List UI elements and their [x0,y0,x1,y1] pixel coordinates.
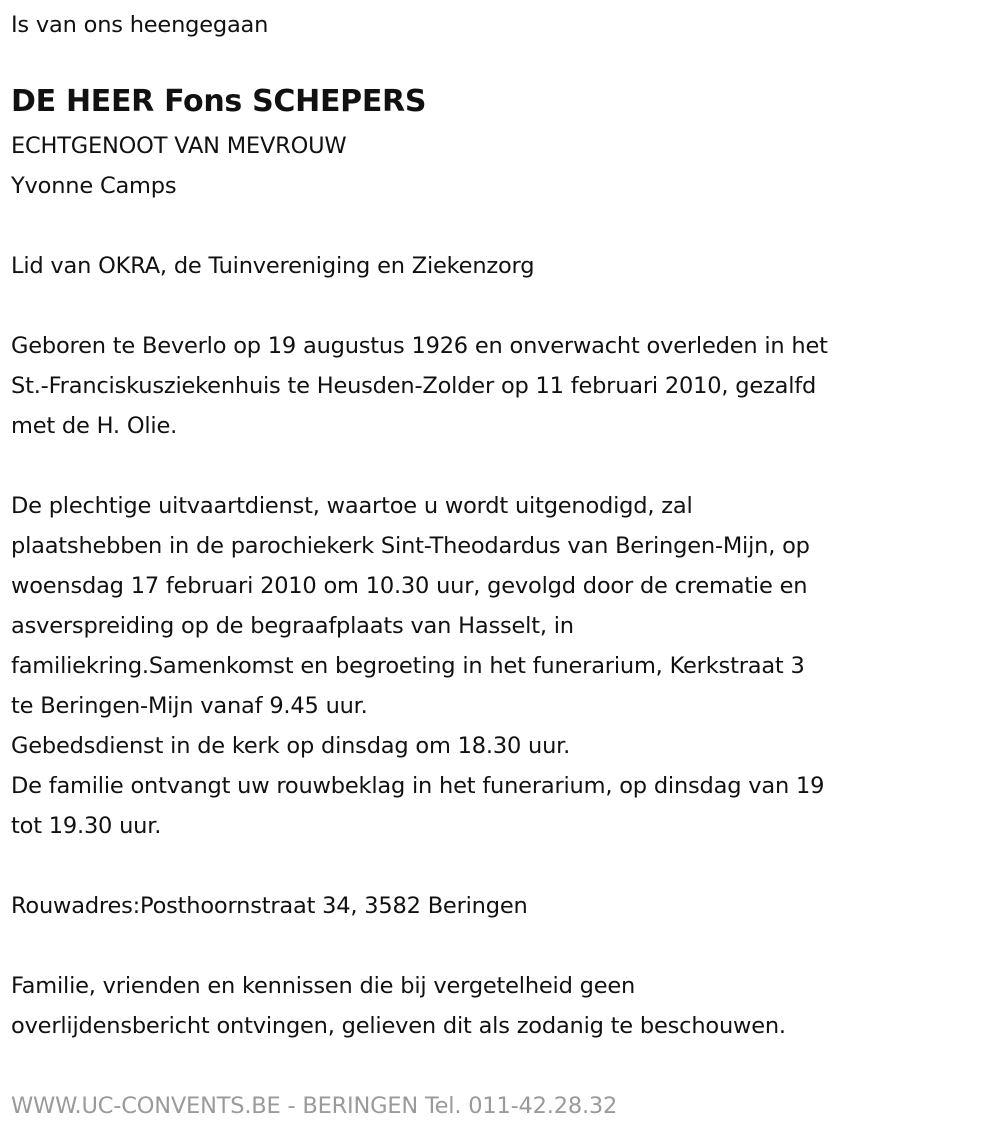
paragraph-line: De plechtige uitvaartdienst, waartoe u wordt uitgenodigd, zal [11,493,693,519]
notice-paragraph [11,966,996,1046]
membership-text: Lid van OKRA, de Tuinvereniging en Ziekenzorg [11,253,535,279]
paragraph-line: overlijdensbericht ontvingen, gelieven dit als zodanig te beschouwen. [11,1013,786,1039]
paragraph-line: woensdag 17 februari 2010 om 10.30 uur, gevolgd door de crematie en [11,573,808,599]
paragraph-line: De familie ontvangt uw rouwbeklag in het funerarium, op dinsdag van 19 [11,773,825,799]
deceased-name: DE HEER Fons SCHEPERS [11,84,427,119]
obituary-notice [11,5,996,1046]
paragraph-line: te Beringen-Mijn vanaf 9.45 uur. [11,693,368,719]
spouse-label: ECHTGENOOT VAN MEVROUW [11,133,347,159]
mourning-address: Rouwadres:Posthoornstraat 34, 3582 Beringen [11,893,528,919]
paragraph-line: tot 19.30 uur. [11,813,162,839]
paragraph-line: plaatshebben in de parochiekerk Sint-Theodardus van Beringen-Mijn, op [11,533,810,559]
paragraph-line: Familie, vrienden en kennissen die bij vergetelheid geen [11,973,636,999]
service-paragraph [11,486,996,846]
paragraph-line: asverspreiding op de begraafplaats van Hasselt, in [11,613,574,639]
paragraph-line: Geboren te Beverlo op 19 augustus 1926 en onverwacht overleden in het [11,333,828,359]
paragraph-line: met de H. Olie. [11,413,178,439]
birth-death-paragraph [11,326,996,446]
intro-text: Is van ons heengegaan [11,12,269,38]
paragraph-line: St.-Franciskusziekenhuis te Heusden-Zolder op 11 februari 2010, gezalfd [11,373,817,399]
paragraph-line: Gebedsdienst in de kerk op dinsdag om 18.30 uur. [11,733,571,759]
paragraph-line: familiekring.Samenkomst en begroeting in het funerarium, Kerkstraat 3 [11,653,805,679]
spouse-name: Yvonne Camps [11,173,177,199]
footer-contact: WWW.UC-CONVENTS.BE - BERINGEN Tel. 011-42.28.32 [11,1093,618,1119]
